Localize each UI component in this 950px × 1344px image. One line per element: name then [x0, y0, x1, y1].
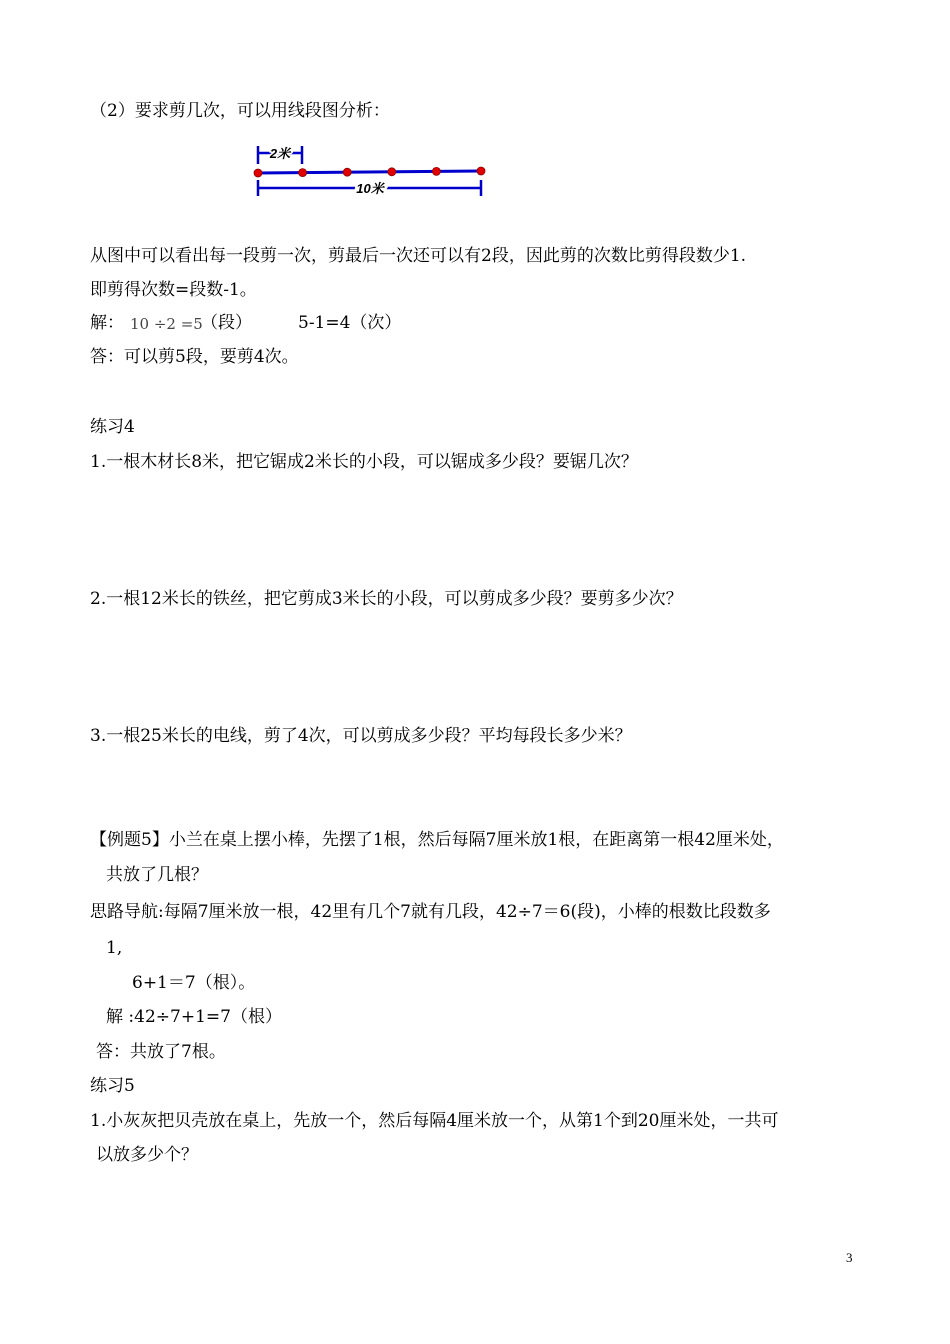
heading-practice-5: 练习5: [90, 1076, 135, 1096]
example-5-solution: 解 :42÷7+1=7（根）: [106, 1007, 282, 1027]
example-5-answer: 答：共放了7根。: [96, 1042, 226, 1062]
cut-point: [432, 167, 440, 175]
cut-point: [299, 169, 307, 177]
line-explanation: 从图中可以看出每一段剪一次，剪最后一次还可以有2段，因此剪的次数比剪得段数少1.: [90, 246, 747, 266]
line-solution-eq2: 5-1=4（次）: [298, 313, 402, 333]
example-5-line1: 【例题5】小兰在桌上摆小棒，先摆了1根，然后每隔7厘米放1根，在距离第一根42厘米处，: [90, 830, 784, 850]
example-5-line2: 共放了几根？: [106, 865, 208, 885]
practice-4-q3: 3.一根25米长的电线，剪了4次，可以剪成多少段？平均每段长多少米？: [90, 726, 632, 746]
practice-4-q2: 2.一根12米长的铁丝，把它剪成3米长的小段，可以剪成多少段？要剪多少次？: [90, 589, 683, 609]
line-question-2: （2）要求剪几次，可以用线段图分析：: [90, 101, 390, 121]
line-answer: 答：可以剪5段，要剪4次。: [90, 347, 299, 367]
guidance-line1: 思路导航:每隔7厘米放一根，42里有几个7就有几段，42÷7＝6(段)，小棒的根数比段数多: [90, 902, 771, 922]
long-label: 10米: [356, 181, 384, 196]
line-formula: 即剪得次数=段数-1。: [90, 280, 257, 300]
guidance-line3: 6+1＝7（根）。: [132, 973, 256, 993]
practice-5-q1-line2: 以放多少个？: [96, 1145, 198, 1165]
guidance-line2: 1,: [106, 938, 123, 958]
heading-practice-4: 练习4: [90, 417, 135, 437]
cut-point: [254, 169, 262, 177]
cut-point: [388, 168, 396, 176]
practice-4-q1: 1.一根木材长8米，把它锯成2米长的小段，可以锯成多少段？要锯几次？: [90, 452, 638, 472]
cut-point: [477, 167, 485, 175]
line-solution-unit1: （段）: [201, 313, 252, 333]
page-number: 3: [846, 1250, 853, 1265]
main-line: [258, 171, 481, 173]
line-solution-eq1: 10 ÷2 =5: [130, 315, 203, 333]
segment-diagram: [252, 140, 492, 202]
practice-5-q1-line1: 1.小灰灰把贝壳放在桌上，先放一个，然后每隔4厘米放一个，从第1个到20厘米处，一共可: [90, 1111, 779, 1131]
line-solution-label: 解：: [90, 313, 124, 333]
short-label: 2米: [269, 146, 291, 161]
cut-point: [343, 168, 351, 176]
